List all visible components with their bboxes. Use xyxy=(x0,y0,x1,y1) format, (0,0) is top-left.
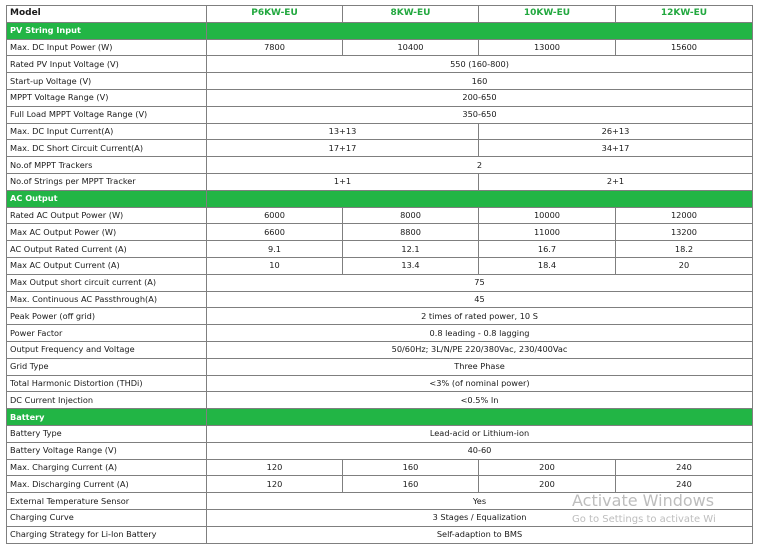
row-label: Full Load MPPT Voltage Range (V) xyxy=(7,106,207,123)
cell-value: 160 xyxy=(343,476,479,493)
table-row xyxy=(7,459,753,476)
cell-value: 200 xyxy=(479,459,616,476)
spec-table xyxy=(6,5,753,544)
section-pv-string-input xyxy=(7,22,753,39)
cell-value: 0.8 leading - 0.8 lagging xyxy=(207,325,753,342)
row-label: Max. DC Short Circuit Current(A) xyxy=(7,140,207,157)
cell-value: 13200 xyxy=(616,224,753,241)
cell-value: 17+17 xyxy=(207,140,479,157)
table-row xyxy=(7,56,753,73)
section-title: Battery xyxy=(7,409,207,426)
table-row xyxy=(7,39,753,56)
table-row xyxy=(7,241,753,258)
cell-value: 160 xyxy=(207,73,753,90)
cell-value: 120 xyxy=(207,459,343,476)
cell-value: 13+13 xyxy=(207,123,479,140)
cell-value: 8000 xyxy=(343,207,479,224)
cell-value: 75 xyxy=(207,274,753,291)
table-row xyxy=(7,358,753,375)
cell-value: 13.4 xyxy=(343,257,479,274)
table-row xyxy=(7,140,753,157)
cell-value: 12.1 xyxy=(343,241,479,258)
cell-value: 10000 xyxy=(479,207,616,224)
cell-value: 3 Stages / Equalization xyxy=(207,509,753,526)
row-label: Grid Type xyxy=(7,358,207,375)
cell-value: 6600 xyxy=(207,224,343,241)
cell-value: 15600 xyxy=(616,39,753,56)
row-label: Power Factor xyxy=(7,325,207,342)
row-label: Max. DC Input Power (W) xyxy=(7,39,207,56)
cell-value: 550 (160-800) xyxy=(207,56,753,73)
row-label: Charging Strategy for Li-Ion Battery xyxy=(7,526,207,543)
cell-value: <0.5% In xyxy=(207,392,753,409)
row-label: DC Current Injection xyxy=(7,392,207,409)
row-label: Rated PV Input Voltage (V) xyxy=(7,56,207,73)
row-label: Battery Voltage Range (V) xyxy=(7,442,207,459)
row-label: Rated AC Output Power (W) xyxy=(7,207,207,224)
table-row xyxy=(7,526,753,543)
table-row xyxy=(7,106,753,123)
cell-value: 26+13 xyxy=(479,123,753,140)
model-10kw: 10KW-EU xyxy=(479,6,616,23)
table-row xyxy=(7,425,753,442)
table-header-row xyxy=(7,6,753,23)
cell-value: 2 xyxy=(207,157,753,174)
row-label: Output Frequency and Voltage xyxy=(7,341,207,358)
row-label: Max AC Output Power (W) xyxy=(7,224,207,241)
cell-value: 50/60Hz; 3L/N/PE 220/380Vac, 230/400Vac xyxy=(207,341,753,358)
cell-value: 7800 xyxy=(207,39,343,56)
cell-value: 160 xyxy=(343,459,479,476)
cell-value: 1+1 xyxy=(207,173,479,190)
model-12kw: 12KW-EU xyxy=(616,6,753,23)
row-label: External Temperature Sensor xyxy=(7,493,207,510)
table-row xyxy=(7,308,753,325)
cell-value: Self-adaption to BMS xyxy=(207,526,753,543)
cell-value: 350-650 xyxy=(207,106,753,123)
model-label: Model xyxy=(7,6,207,23)
cell-value: 16.7 xyxy=(479,241,616,258)
cell-value: Yes xyxy=(207,493,753,510)
table-row xyxy=(7,341,753,358)
table-row xyxy=(7,123,753,140)
cell-value: 10 xyxy=(207,257,343,274)
table-row xyxy=(7,392,753,409)
row-label: Total Harmonic Distortion (THDi) xyxy=(7,375,207,392)
model-p6kw: P6KW-EU xyxy=(207,6,343,23)
row-label: Battery Type xyxy=(7,425,207,442)
section-ac-output xyxy=(7,190,753,207)
table-row xyxy=(7,89,753,106)
cell-value: 13000 xyxy=(479,39,616,56)
cell-value: 40-60 xyxy=(207,442,753,459)
cell-value: 120 xyxy=(207,476,343,493)
cell-value: 2+1 xyxy=(479,173,753,190)
table-row xyxy=(7,73,753,90)
row-label: MPPT Voltage Range (V) xyxy=(7,89,207,106)
row-label: Max Output short circuit current (A) xyxy=(7,274,207,291)
table-row xyxy=(7,442,753,459)
table-row xyxy=(7,274,753,291)
row-label: Peak Power (off grid) xyxy=(7,308,207,325)
table-row xyxy=(7,325,753,342)
cell-value: 200 xyxy=(479,476,616,493)
row-label: Max. Discharging Current (A) xyxy=(7,476,207,493)
cell-value: 10400 xyxy=(343,39,479,56)
cell-value: Lead-acid or Lithium-ion xyxy=(207,425,753,442)
cell-value: 8800 xyxy=(343,224,479,241)
row-label: Max. Charging Current (A) xyxy=(7,459,207,476)
row-label: Start-up Voltage (V) xyxy=(7,73,207,90)
table-row xyxy=(7,173,753,190)
cell-value: 12000 xyxy=(616,207,753,224)
section-title: PV String Input xyxy=(7,22,207,39)
cell-value: 200-650 xyxy=(207,89,753,106)
table-row xyxy=(7,375,753,392)
activate-windows-watermark: Activate Windows xyxy=(572,491,715,510)
row-label: Charging Curve xyxy=(7,509,207,526)
row-label: AC Output Rated Current (A) xyxy=(7,241,207,258)
row-label: Max. DC Input Current(A) xyxy=(7,123,207,140)
table-row xyxy=(7,157,753,174)
cell-value: 34+17 xyxy=(479,140,753,157)
cell-value: 240 xyxy=(616,459,753,476)
cell-value: 2 times of rated power, 10 S xyxy=(207,308,753,325)
cell-value: 9.1 xyxy=(207,241,343,258)
cell-value: 6000 xyxy=(207,207,343,224)
model-8kw: 8KW-EU xyxy=(343,6,479,23)
cell-value: 11000 xyxy=(479,224,616,241)
table-row xyxy=(7,291,753,308)
cell-value: 45 xyxy=(207,291,753,308)
row-label: No.of MPPT Trackers xyxy=(7,157,207,174)
section-battery xyxy=(7,409,753,426)
cell-value: 18.4 xyxy=(479,257,616,274)
cell-value: 240 xyxy=(616,476,753,493)
row-label: Max. Continuous AC Passthrough(A) xyxy=(7,291,207,308)
table-row xyxy=(7,257,753,274)
section-title: AC Output xyxy=(7,190,207,207)
row-label: Max AC Output Current (A) xyxy=(7,257,207,274)
cell-value: 18.2 xyxy=(616,241,753,258)
activate-windows-hint: Go to Settings to activate Wi xyxy=(572,514,716,525)
row-label: No.of Strings per MPPT Tracker xyxy=(7,173,207,190)
table-row xyxy=(7,224,753,241)
cell-value: 20 xyxy=(616,257,753,274)
table-row xyxy=(7,207,753,224)
cell-value: <3% (of nominal power) xyxy=(207,375,753,392)
cell-value: Three Phase xyxy=(207,358,753,375)
